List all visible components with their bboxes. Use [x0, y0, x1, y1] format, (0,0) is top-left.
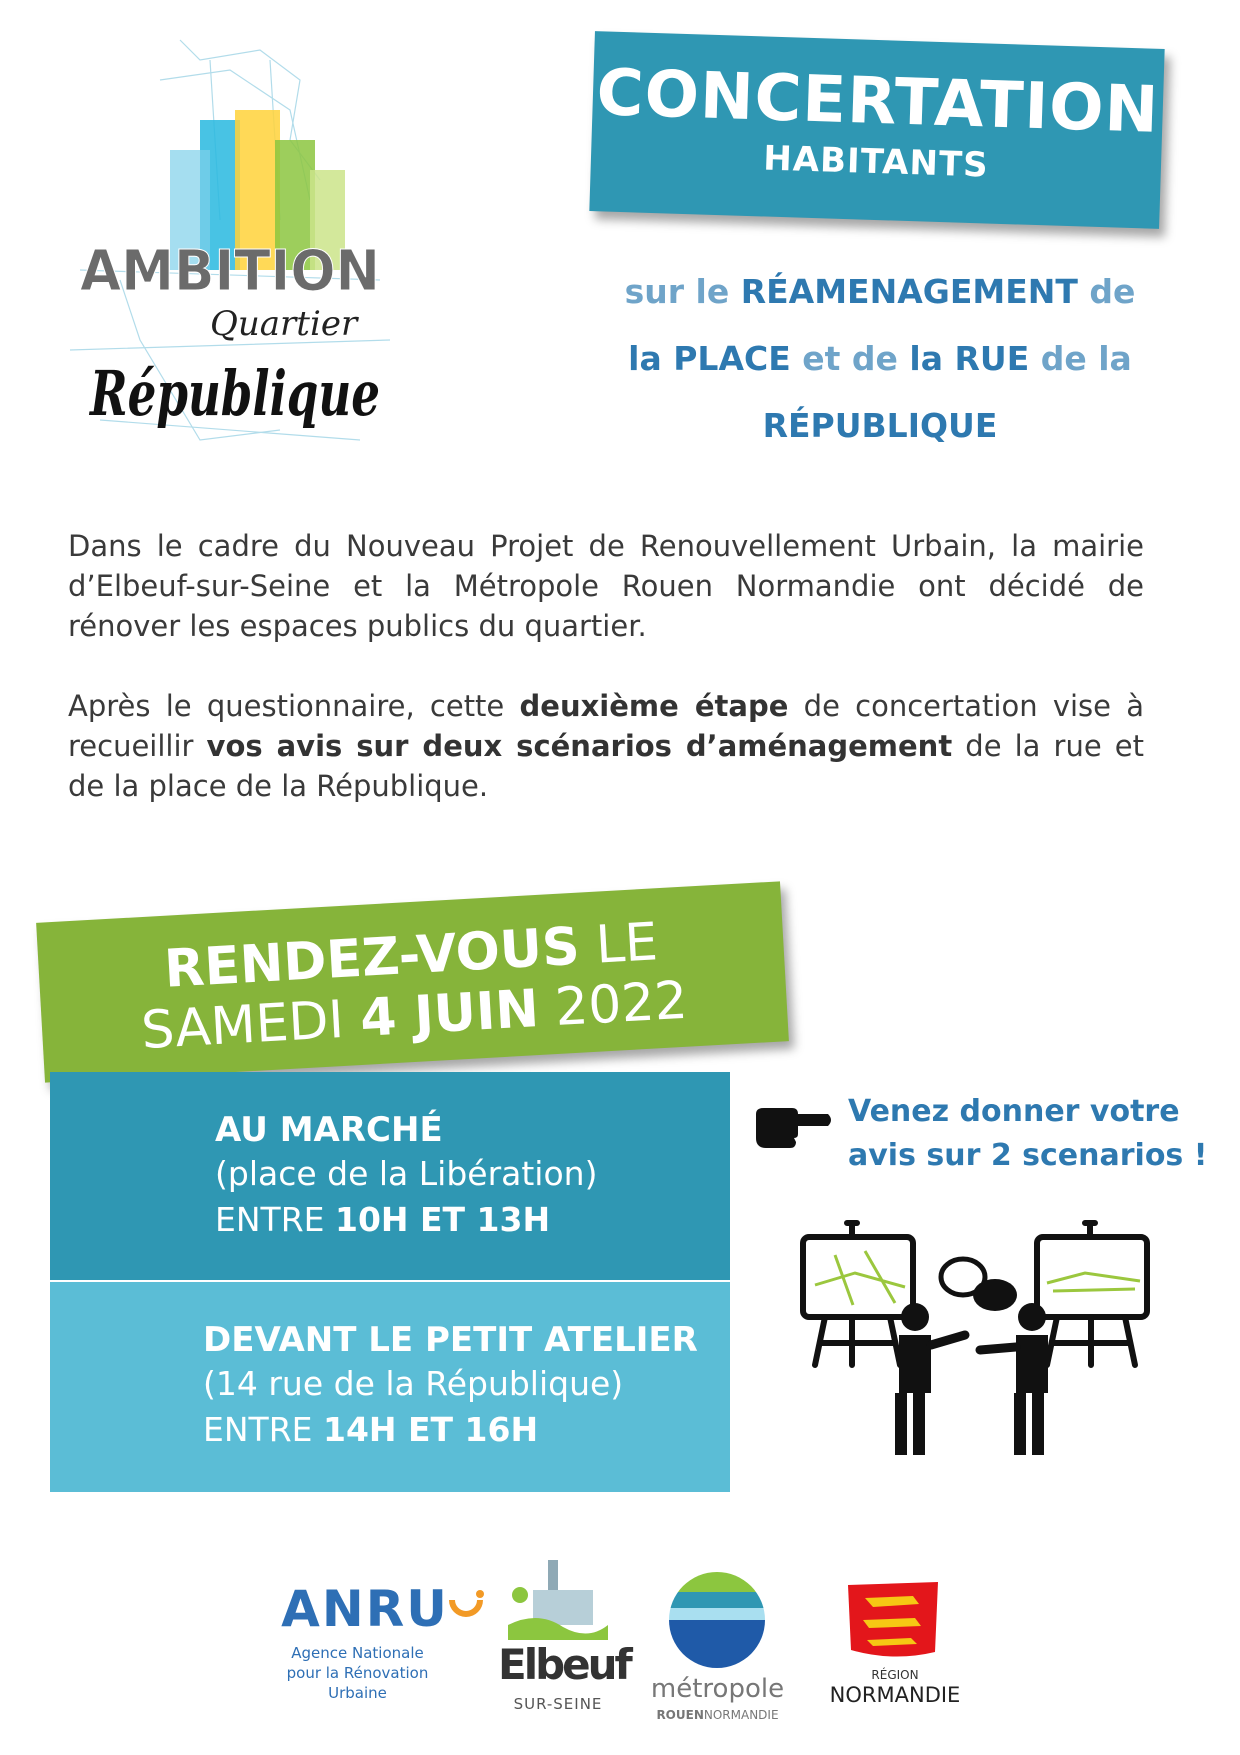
text-run: de la rue et de la place de la République. — [68, 729, 1144, 803]
headline-word: la RUE — [909, 339, 1030, 378]
hours-prefix: ENTRE — [215, 1200, 325, 1239]
headline-word: de — [1089, 272, 1136, 311]
headline-word: RÉAMENAGEMENT — [740, 272, 1078, 311]
metropole-wordmark: métropole — [650, 1674, 785, 1704]
logo-line-3: République — [88, 357, 380, 430]
concertation-subtitle: HABITANTS — [762, 138, 990, 186]
location-address: (14 rue de la République) — [203, 1364, 624, 1403]
intro-paragraph: Dans le cadre du Nouveau Projet de Renouvellement Urbain, la mairie d’Elbeuf-sur-Seine et la Métropole Rouen Normandie ont décidé de rénover les espaces publics du quartier. — [68, 529, 1144, 643]
metropole-sub — [645, 1708, 790, 1722]
metropole-logo — [645, 1570, 790, 1730]
rdv-word: LE — [594, 912, 660, 976]
ambition-quartier-republique-logo — [60, 20, 400, 480]
region-normandie-logo — [815, 1580, 975, 1705]
hours-value: 10H ET 13H — [334, 1200, 551, 1239]
anru-logo — [270, 1580, 490, 1710]
region-label: RÉGION — [871, 1668, 919, 1682]
discussion-illustration — [795, 1215, 1175, 1470]
rdv-word: SAMEDI — [139, 989, 346, 1062]
headline-word: sur le — [624, 272, 730, 311]
anru-arc-icon — [448, 1590, 484, 1626]
elbeuf-sub: SUR-SEINE — [513, 1695, 603, 1713]
text-run: de concertation vise à recueillir — [68, 689, 1144, 763]
venez-line: avis sur 2 scenarios ! — [848, 1138, 1208, 1173]
metropole-sub-light: NORMANDIE — [703, 1708, 779, 1722]
rdv-word: RENDEZ-VOUS — [162, 916, 582, 1000]
elbeuf-logo — [498, 1555, 630, 1730]
text-run: Après le questionnaire, cette — [68, 689, 505, 723]
location-hours — [215, 1200, 550, 1239]
bold-run: deuxième étape — [519, 689, 789, 723]
headline-word: et de — [802, 339, 898, 378]
headline-word: la PLACE — [628, 339, 791, 378]
headline-word: de la — [1040, 339, 1132, 378]
anru-wordmark: ANRU — [281, 1580, 449, 1638]
metropole-globe-icon — [667, 1570, 767, 1670]
location-title: DEVANT LE PETIT ATELIER — [203, 1320, 698, 1360]
marche-location-box — [50, 1072, 730, 1280]
hours-value: 14H ET 16H — [322, 1410, 539, 1449]
elbeuf-town-icon — [508, 1555, 608, 1640]
bold-run: vos avis sur deux scénarios d’aménagement — [206, 729, 953, 763]
logo-line-1: AMBITION — [80, 239, 380, 304]
rendez-vous-banner — [36, 881, 789, 1082]
headline — [600, 258, 1160, 459]
atelier-location-box — [50, 1282, 730, 1492]
anru-line: Agence Nationale — [291, 1644, 424, 1662]
metropole-sub-bold: ROUEN — [656, 1708, 704, 1722]
hours-prefix: ENTRE — [203, 1410, 313, 1449]
concertation-title: CONCERTATION — [595, 56, 1161, 148]
venez-line: Venez donner votre — [848, 1094, 1180, 1129]
elbeuf-wordmark: Elbeuf — [498, 1640, 630, 1689]
region-name: NORMANDIE — [829, 1683, 961, 1707]
location-title: AU MARCHÉ — [215, 1110, 443, 1150]
headline-word: RÉPUBLIQUE — [762, 406, 998, 445]
anru-line: Urbaine — [328, 1684, 387, 1702]
rdv-year: 2022 — [553, 970, 690, 1039]
normandy-leopards-icon — [843, 1580, 943, 1660]
anru-line: pour la Rénovation — [286, 1664, 429, 1682]
venez-callout — [848, 1090, 1228, 1178]
rdv-date: 4 JUIN — [358, 979, 541, 1049]
logo-line-2: Quartier — [210, 304, 358, 344]
concertation-banner — [589, 31, 1164, 229]
location-hours — [203, 1410, 538, 1449]
step-paragraph — [68, 686, 1144, 806]
pointing-hand-icon — [752, 1100, 832, 1156]
location-address: (place de la Libération) — [215, 1154, 598, 1193]
